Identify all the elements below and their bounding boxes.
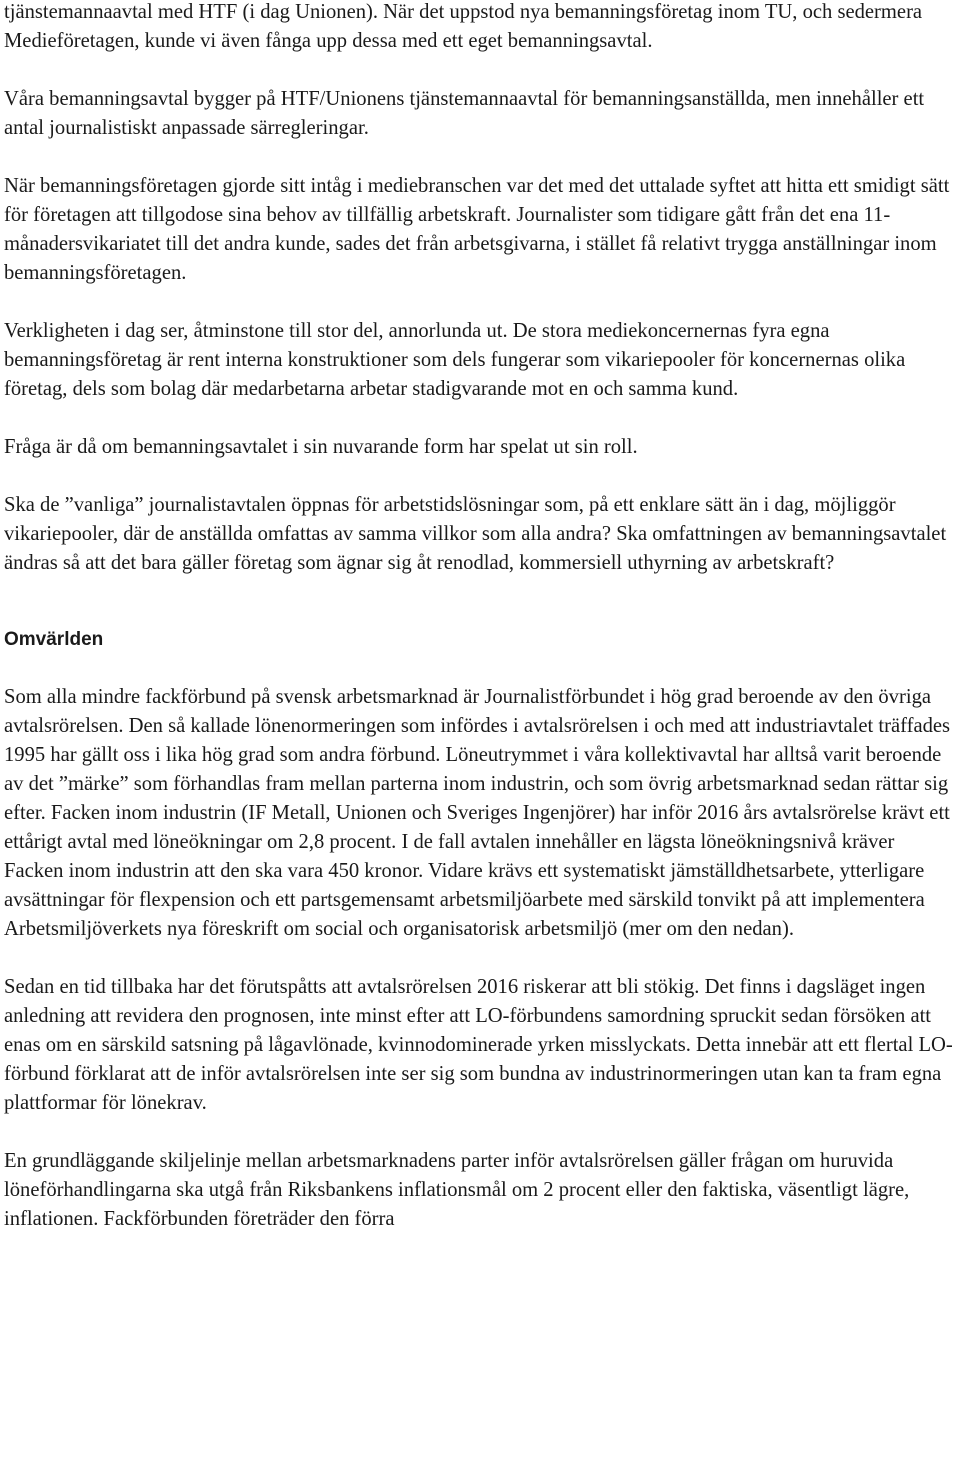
paragraph: Som alla mindre fackförbund på svensk arbetsmarknad är Journalistförbundet i hög grad beroende av den övriga avtalsrörelsen. Den så kallade lönenormeringen som infördes i avtalsrörelsen i och med att industriavtalet träffades 1995 har gällt oss i lika hög grad som andra förbund. Löneutrymmet i våra kollektivavtal har alltså varit beroende av det ”märke” som förhandlas fram mellan parterna inom industrin, och som övrig arbetsmarknad sedan rättar sig efter. Facken inom industrin (IF Metall, Unionen och Sveriges Ingenjörer) har inför 2016 års avtalsrörelse krävt ett ettårigt avtal med löneökningar om 2,8 procent. I de fall avtalen innehåller en lägsta löneökningsnivå kräver Facken inom industrin att den ska vara 450 kronor. Vidare krävs ett systematiskt jämställdhetsarbete, ytterligare avsättningar för flexpension och ett partsgemensamt arbetsmiljöarbete med särskild tonvikt på att implementera Arbetsmiljöverkets nya föreskrift om social och organisatorisk arbetsmiljö (mer om den nedan). [4,686,951,940]
paragraph: Våra bemanningsavtal bygger på HTF/Unionens tjänstemannaavtal för bemanningsanställda, men innehåller ett antal journalistiskt anpassade särregleringar. [4,88,925,139]
section-heading: Omvärlden [4,629,104,650]
paragraph: tjänstemannaavtal med HTF (i dag Unionen). När det uppstod nya bemanningsföretag inom TU, och sedermera Medieföretagen, kunde vi även fånga upp dessa med ett eget bemanningsavtal. [4,1,923,52]
paragraph: När bemanningsföretagen gjorde sitt intåg i mediebranschen var det med det uttalade syftet att hitta ett smidigt sätt för företagen att tillgodose sina behov av tillfällig arbetskraft. Journalister som tidigare gått från det ena 11-månadersvikariatet till det andra kunde, sades det från arbetsgivarna, i stället få relativt trygga anställningar inom bemanningsföretagen. [4,175,950,284]
paragraph: Verkligheten i dag ser, åtminstone till stor del, annorlunda ut. De stora mediekoncernernas fyra egna bemanningsföretag är rent interna konstruktioner som dels fungerar som vikariepooler för koncernernas olika företag, dels som bolag där medarbetarna arbetar stadigvarande mot en och samma kund. [4,320,906,400]
paragraph: Sedan en tid tillbaka har det förutspåtts att avtalsrörelsen 2016 riskerar att bli stökig. Det finns i dagsläget ingen anledning att revidera den prognosen, inte minst efter att LO-förbundens samordning spruckit sedan försöken att enas om en särskild satsning på lågavlönade, kvinnodominerade yrken misslyckats. Detta innebär att ett flertal LO-förbund förklarat att de inför avtalsrörelsen inte ser sig som bundna av industrinormeringen utan kan ta fram egna plattformar för lönekrav. [4,976,953,1114]
document-page [4,0,958,1234]
paragraph: En grundläggande skiljelinje mellan arbetsmarknadens parter inför avtalsrörelsen gäller frågan om huruvida löneförhandlingarna ska utgå från Riksbankens inflationsmål om 2 procent eller den faktiska, väsentligt lägre, inflationen. Fackförbunden företräder den förra [4,1150,910,1230]
paragraph: Fråga är då om bemanningsavtalet i sin nuvarande form har spelat ut sin roll. [4,436,638,458]
paragraph: Ska de ”vanliga” journalistavtalen öppnas för arbetstidslösningar som, på ett enklare sätt än i dag, möjliggör vikariepooler, där de anställda omfattas av samma villkor som alla andra? Ska omfattningen av bemanningsavtalet ändras så att det bara gäller företag som ägnar sig åt renodlad, kommersiell uthyrning av arbetskraft? [4,494,947,574]
